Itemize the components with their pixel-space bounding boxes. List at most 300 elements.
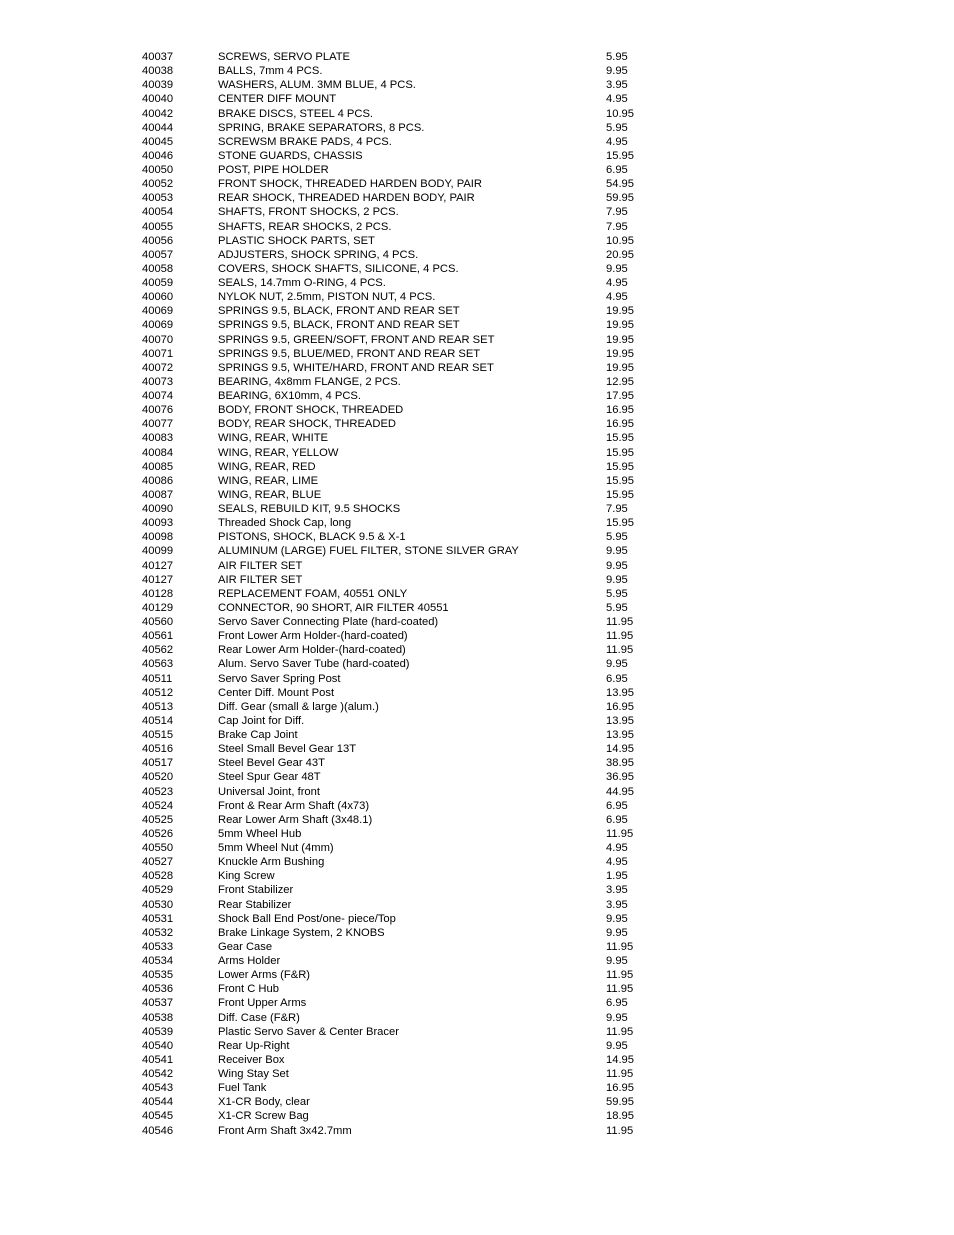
part-number: 40074 xyxy=(142,390,174,402)
list-item xyxy=(142,926,662,940)
list-item xyxy=(142,954,662,968)
part-number: 40054 xyxy=(142,206,174,219)
part-number: 40090 xyxy=(142,503,174,515)
list-item xyxy=(142,657,662,671)
list-item xyxy=(142,1067,662,1081)
part-description: BEARING, 6X10mm, 4 PCS. xyxy=(218,390,361,402)
part-price: 11.95 xyxy=(606,1025,634,1038)
list-item xyxy=(142,375,662,389)
part-description: ADJUSTERS, SHOCK SPRING, 4 PCS. xyxy=(218,248,419,261)
part-number: 40127 xyxy=(142,559,174,572)
part-price: 11.95 xyxy=(606,940,634,953)
part-description: Fuel Tank xyxy=(218,1082,267,1095)
part-description: CENTER DIFF MOUNT xyxy=(218,93,337,106)
part-number: 40072 xyxy=(142,361,174,374)
part-price: 16.95 xyxy=(606,404,634,417)
list-item xyxy=(142,177,662,191)
part-description: SHAFTS, FRONT SHOCKS, 2 PCS. xyxy=(218,206,399,219)
part-number: 40060 xyxy=(142,291,174,304)
list-item xyxy=(142,827,662,841)
part-number: 40056 xyxy=(142,234,174,247)
part-description: NYLOK NUT, 2.5mm, PISTON NUT, 4 PCS. xyxy=(218,291,436,304)
part-description: SEALS, 14.7mm O-RING, 4 PCS. xyxy=(218,277,386,289)
part-description: 5mm Wheel Hub xyxy=(218,827,302,840)
part-description: Cap Joint for Diff. xyxy=(218,714,305,727)
part-number: 40039 xyxy=(142,79,174,92)
part-price: 6.95 xyxy=(606,813,628,826)
list-item xyxy=(142,276,662,290)
list-item xyxy=(142,587,662,601)
part-description: Servo Saver Connecting Plate (hard-coated) xyxy=(218,616,439,628)
part-price: 4.95 xyxy=(606,291,628,304)
part-price: 44.95 xyxy=(606,785,634,798)
part-number: 40542 xyxy=(142,1068,174,1080)
part-number: 40086 xyxy=(142,474,174,487)
part-price: 9.95 xyxy=(606,926,628,939)
part-number: 40042 xyxy=(142,107,174,120)
part-description: Arms Holder xyxy=(218,955,281,967)
part-price: 19.95 xyxy=(606,333,634,346)
part-price: 9.95 xyxy=(606,1039,628,1052)
part-price: 15.95 xyxy=(606,460,634,473)
list-item xyxy=(142,912,662,926)
part-price: 16.95 xyxy=(606,1082,634,1095)
list-item xyxy=(142,1011,662,1025)
part-price: 3.95 xyxy=(606,79,628,92)
part-number: 40538 xyxy=(142,1011,174,1024)
part-description: 5mm Wheel Nut (4mm) xyxy=(218,842,334,854)
part-description: Steel Small Bevel Gear 13T xyxy=(218,743,357,756)
part-number: 40050 xyxy=(142,164,174,176)
part-description: SHAFTS, REAR SHOCKS, 2 PCS. xyxy=(218,220,392,233)
list-item xyxy=(142,333,662,347)
part-description: Rear Lower Arm Shaft (3x48.1) xyxy=(218,813,373,826)
part-number: 40536 xyxy=(142,983,174,996)
list-item xyxy=(142,474,662,488)
list-item xyxy=(142,544,662,558)
part-price: 11.95 xyxy=(606,1124,634,1137)
list-item xyxy=(142,756,662,770)
part-description: POST, PIPE HOLDER xyxy=(218,164,329,176)
part-description: Plastic Servo Saver & Center Bracer xyxy=(218,1025,399,1038)
part-description: Rear Lower Arm Holder-(hard-coated) xyxy=(218,644,406,657)
part-price: 14.95 xyxy=(606,743,634,756)
part-number: 40532 xyxy=(142,926,174,939)
part-number: 40044 xyxy=(142,121,174,134)
part-price: 7.95 xyxy=(606,206,628,219)
part-description: Alum. Servo Saver Tube (hard-coated) xyxy=(218,658,410,671)
part-description: Receiver Box xyxy=(218,1053,285,1066)
part-description: X1-CR Screw Bag xyxy=(218,1110,309,1123)
list-item xyxy=(142,446,662,460)
part-price: 20.95 xyxy=(606,248,634,261)
part-description: Lower Arms (F&R) xyxy=(218,969,310,982)
part-number: 40087 xyxy=(142,488,174,501)
part-price: 13.95 xyxy=(606,729,634,741)
list-item xyxy=(142,290,662,304)
list-item xyxy=(142,502,662,516)
part-description: PISTONS, SHOCK, BLACK 9.5 & X-1 xyxy=(218,531,406,544)
part-description: Front Stabilizer xyxy=(218,884,294,897)
part-price: 18.95 xyxy=(606,1110,634,1123)
part-number: 40093 xyxy=(142,517,174,530)
part-number: 40071 xyxy=(142,347,174,360)
part-price: 36.95 xyxy=(606,771,634,784)
list-item xyxy=(142,431,662,445)
part-price: 17.95 xyxy=(606,390,634,402)
part-price: 4.95 xyxy=(606,135,628,148)
list-item xyxy=(142,50,662,64)
part-description: SPRINGS 9.5, BLACK, FRONT AND REAR SET xyxy=(218,319,460,332)
part-price: 19.95 xyxy=(606,347,634,360)
part-price: 5.95 xyxy=(606,587,628,600)
part-price: 15.95 xyxy=(606,488,634,501)
list-item xyxy=(142,700,662,714)
part-number: 40533 xyxy=(142,940,174,953)
part-description: BALLS, 7mm 4 PCS. xyxy=(218,65,323,78)
list-item xyxy=(142,149,662,163)
part-price: 11.95 xyxy=(606,827,634,840)
list-item xyxy=(142,601,662,615)
part-description: WING, REAR, RED xyxy=(218,460,316,473)
part-number: 40512 xyxy=(142,686,174,699)
part-number: 40098 xyxy=(142,531,174,544)
list-item xyxy=(142,1095,662,1109)
part-number: 40058 xyxy=(142,262,174,275)
list-item xyxy=(142,615,662,629)
part-description: Rear Stabilizer xyxy=(218,898,292,911)
part-price: 3.95 xyxy=(606,884,628,897)
part-description: Front Lower Arm Holder-(hard-coated) xyxy=(218,630,408,643)
list-item xyxy=(142,714,662,728)
part-number: 40524 xyxy=(142,799,174,812)
list-item xyxy=(142,898,662,912)
part-number: 40511 xyxy=(142,672,173,685)
part-description: BRAKE DISCS, STEEL 4 PCS. xyxy=(218,107,374,120)
part-number: 40059 xyxy=(142,277,174,289)
part-number: 40517 xyxy=(142,757,174,770)
part-price: 16.95 xyxy=(606,700,634,713)
list-item xyxy=(142,516,662,530)
part-description: AIR FILTER SET xyxy=(218,573,303,586)
part-price: 7.95 xyxy=(606,220,628,233)
part-description: Wing Stay Set xyxy=(218,1068,289,1080)
part-number: 40037 xyxy=(142,51,174,63)
part-number: 40545 xyxy=(142,1110,174,1123)
part-description: WING, REAR, YELLOW xyxy=(218,446,339,459)
part-price: 11.95 xyxy=(606,983,634,996)
part-description: BODY, FRONT SHOCK, THREADED xyxy=(218,404,404,417)
list-item xyxy=(142,417,662,431)
part-number: 40535 xyxy=(142,969,174,982)
list-item xyxy=(142,460,662,474)
list-item xyxy=(142,968,662,982)
part-description: King Screw xyxy=(218,870,275,883)
part-description: AIR FILTER SET xyxy=(218,559,303,572)
part-description: Brake Linkage System, 2 KNOBS xyxy=(218,926,385,939)
part-price: 19.95 xyxy=(606,319,634,332)
part-price: 13.95 xyxy=(606,686,634,699)
part-price: 15.95 xyxy=(606,517,634,530)
part-price: 15.95 xyxy=(606,432,634,445)
list-item xyxy=(142,121,662,135)
list-item xyxy=(142,135,662,149)
part-price: 5.95 xyxy=(606,601,628,614)
part-description: Front Arm Shaft 3x42.7mm xyxy=(218,1124,352,1137)
list-item xyxy=(142,248,662,262)
list-item xyxy=(142,785,662,799)
part-description: SPRINGS 9.5, GREEN/SOFT, FRONT AND REAR SET xyxy=(218,333,495,346)
part-price: 9.95 xyxy=(606,658,628,671)
part-number: 40520 xyxy=(142,771,174,784)
part-price: 19.95 xyxy=(606,305,634,318)
part-number: 40516 xyxy=(142,743,174,756)
part-number: 40540 xyxy=(142,1039,174,1052)
part-price: 54.95 xyxy=(606,178,634,191)
part-number: 40083 xyxy=(142,432,174,445)
part-number: 40543 xyxy=(142,1082,174,1095)
list-item xyxy=(142,869,662,883)
part-description: Center Diff. Mount Post xyxy=(218,686,335,699)
part-description: Brake Cap Joint xyxy=(218,729,298,741)
list-item xyxy=(142,107,662,121)
part-price: 4.95 xyxy=(606,93,628,106)
part-description: FRONT SHOCK, THREADED HARDEN BODY, PAIR xyxy=(218,178,482,191)
part-number: 40515 xyxy=(142,729,174,741)
part-number: 40534 xyxy=(142,955,174,967)
part-description: REPLACEMENT FOAM, 40551 ONLY xyxy=(218,587,408,600)
part-price: 9.95 xyxy=(606,65,628,78)
part-price: 9.95 xyxy=(606,1011,628,1024)
list-item xyxy=(142,347,662,361)
list-item xyxy=(142,191,662,205)
part-price: 11.95 xyxy=(606,1068,634,1080)
part-number: 40053 xyxy=(142,192,174,205)
part-number: 40070 xyxy=(142,333,174,346)
part-number: 40529 xyxy=(142,884,174,897)
list-item xyxy=(142,1109,662,1123)
part-number: 40560 xyxy=(142,616,174,628)
list-item xyxy=(142,220,662,234)
list-item xyxy=(142,163,662,177)
part-price: 11.95 xyxy=(606,969,634,982)
part-price: 4.95 xyxy=(606,277,628,289)
list-item xyxy=(142,686,662,700)
part-number: 40528 xyxy=(142,870,174,883)
list-item xyxy=(142,530,662,544)
part-number: 40052 xyxy=(142,178,174,191)
list-item xyxy=(142,234,662,248)
list-item xyxy=(142,841,662,855)
parts-price-list xyxy=(142,50,662,1138)
part-price: 13.95 xyxy=(606,714,634,727)
part-number: 40546 xyxy=(142,1124,174,1137)
part-price: 16.95 xyxy=(606,418,634,431)
part-number: 40561 xyxy=(142,630,174,643)
list-item xyxy=(142,629,662,643)
list-item xyxy=(142,304,662,318)
part-price: 9.95 xyxy=(606,573,628,586)
list-item xyxy=(142,799,662,813)
part-description: X1-CR Body, clear xyxy=(218,1096,310,1109)
part-number: 40527 xyxy=(142,856,174,869)
part-number: 40084 xyxy=(142,446,174,459)
list-item xyxy=(142,78,662,92)
part-description: Threaded Shock Cap, long xyxy=(218,517,352,530)
list-item xyxy=(142,1025,662,1039)
part-price: 15.95 xyxy=(606,446,634,459)
part-price: 9.95 xyxy=(606,262,628,275)
part-price: 6.95 xyxy=(606,997,628,1010)
part-description: Steel Spur Gear 48T xyxy=(218,771,321,784)
part-number: 40077 xyxy=(142,418,174,431)
part-price: 38.95 xyxy=(606,757,634,770)
part-description: PLASTIC SHOCK PARTS, SET xyxy=(218,234,375,247)
part-price: 5.95 xyxy=(606,121,628,134)
part-price: 4.95 xyxy=(606,842,628,854)
list-item xyxy=(142,996,662,1010)
part-number: 40513 xyxy=(142,700,174,713)
list-item xyxy=(142,643,662,657)
part-description: Front Upper Arms xyxy=(218,997,307,1010)
part-price: 6.95 xyxy=(606,164,628,176)
list-item xyxy=(142,813,662,827)
part-description: Shock Ball End Post/one- piece/Top xyxy=(218,912,396,925)
part-description: SPRINGS 9.5, BLUE/MED, FRONT AND REAR SET xyxy=(218,347,481,360)
list-item xyxy=(142,940,662,954)
part-number: 40045 xyxy=(142,135,174,148)
part-price: 59.95 xyxy=(606,192,634,205)
part-number: 40550 xyxy=(142,842,174,854)
part-number: 40539 xyxy=(142,1025,174,1038)
part-number: 40525 xyxy=(142,813,174,826)
part-price: 14.95 xyxy=(606,1053,634,1066)
part-number: 40046 xyxy=(142,149,174,162)
part-description: WING, REAR, LIME xyxy=(218,474,319,487)
part-price: 6.95 xyxy=(606,799,628,812)
part-description: Universal Joint, front xyxy=(218,785,320,798)
part-price: 15.95 xyxy=(606,149,634,162)
part-description: STONE GUARDS, CHASSIS xyxy=(218,149,363,162)
list-item xyxy=(142,389,662,403)
part-number: 40076 xyxy=(142,404,174,417)
list-item xyxy=(142,855,662,869)
part-price: 3.95 xyxy=(606,898,628,911)
part-number: 40531 xyxy=(142,912,174,925)
part-description: SPRINGS 9.5, WHITE/HARD, FRONT AND REAR SET xyxy=(218,361,494,374)
list-item xyxy=(142,361,662,375)
part-number: 40073 xyxy=(142,375,174,388)
part-description: ALUMINUM (LARGE) FUEL FILTER, STONE SILVER GRAY xyxy=(218,545,519,558)
list-item xyxy=(142,64,662,78)
part-number: 40537 xyxy=(142,997,174,1010)
part-description: Front & Rear Arm Shaft (4x73) xyxy=(218,799,370,812)
list-item xyxy=(142,559,662,573)
list-item xyxy=(142,262,662,276)
part-number: 40530 xyxy=(142,898,174,911)
list-item xyxy=(142,318,662,332)
part-price: 7.95 xyxy=(606,503,628,515)
list-item xyxy=(142,403,662,417)
part-number: 40563 xyxy=(142,658,174,671)
part-description: Knuckle Arm Bushing xyxy=(218,856,325,869)
part-number: 40523 xyxy=(142,785,174,798)
list-item xyxy=(142,92,662,106)
part-price: 4.95 xyxy=(606,856,628,869)
part-number: 40514 xyxy=(142,714,174,727)
part-description: BODY, REAR SHOCK, THREADED xyxy=(218,418,397,431)
part-price: 5.95 xyxy=(606,531,628,544)
part-description: REAR SHOCK, THREADED HARDEN BODY, PAIR xyxy=(218,192,475,205)
part-description: SPRINGS 9.5, BLACK, FRONT AND REAR SET xyxy=(218,305,460,318)
part-price: 9.95 xyxy=(606,912,628,925)
part-number: 40057 xyxy=(142,248,174,261)
part-number: 40040 xyxy=(142,93,174,106)
part-description: CONNECTOR, 90 SHORT, AIR FILTER 40551 xyxy=(218,601,449,614)
part-price: 9.95 xyxy=(606,545,628,558)
part-description: Servo Saver Spring Post xyxy=(218,672,341,685)
part-description: Rear Up-Right xyxy=(218,1039,290,1052)
part-price: 11.95 xyxy=(606,630,634,643)
list-item xyxy=(142,742,662,756)
part-price: 5.95 xyxy=(606,51,628,63)
part-price: 12.95 xyxy=(606,375,634,388)
part-number: 40526 xyxy=(142,827,174,840)
part-price: 11.95 xyxy=(606,616,634,628)
part-description: SCREWS, SERVO PLATE xyxy=(218,51,351,63)
part-number: 40562 xyxy=(142,644,174,657)
part-price: 10.95 xyxy=(606,234,634,247)
part-description: Gear Case xyxy=(218,940,273,953)
part-number: 40069 xyxy=(142,305,174,318)
part-description: Steel Bevel Gear 43T xyxy=(218,757,325,770)
part-description: Diff. Gear (small & large )(alum.) xyxy=(218,700,379,713)
part-description: SCREWSM BRAKE PADS, 4 PCS. xyxy=(218,135,392,148)
part-price: 19.95 xyxy=(606,361,634,374)
part-number: 40038 xyxy=(142,65,174,78)
part-number: 40128 xyxy=(142,587,174,600)
part-price: 59.95 xyxy=(606,1096,634,1109)
part-number: 40055 xyxy=(142,220,174,233)
list-item xyxy=(142,1081,662,1095)
part-number: 40544 xyxy=(142,1096,174,1109)
list-item xyxy=(142,982,662,996)
list-item xyxy=(142,488,662,502)
list-item xyxy=(142,728,662,742)
part-description: BEARING, 4x8mm FLANGE, 2 PCS. xyxy=(218,375,401,388)
part-number: 40085 xyxy=(142,460,174,473)
part-price: 9.95 xyxy=(606,559,628,572)
list-item xyxy=(142,573,662,587)
part-price: 1.95 xyxy=(606,870,628,883)
part-number: 40099 xyxy=(142,545,174,558)
list-item xyxy=(142,883,662,897)
part-price: 15.95 xyxy=(606,474,634,487)
part-description: Front C Hub xyxy=(218,983,279,996)
part-description: WING, REAR, WHITE xyxy=(218,432,329,445)
part-number: 40127 xyxy=(142,573,174,586)
list-item xyxy=(142,1124,662,1138)
list-item xyxy=(142,770,662,784)
part-price: 10.95 xyxy=(606,107,634,120)
part-description: SEALS, REBUILD KIT, 9.5 SHOCKS xyxy=(218,503,401,515)
list-item xyxy=(142,1053,662,1067)
list-item xyxy=(142,672,662,686)
part-number: 40129 xyxy=(142,601,174,614)
part-number: 40541 xyxy=(142,1053,174,1066)
list-item xyxy=(142,1039,662,1053)
part-description: SPRING, BRAKE SEPARATORS, 8 PCS. xyxy=(218,121,425,134)
